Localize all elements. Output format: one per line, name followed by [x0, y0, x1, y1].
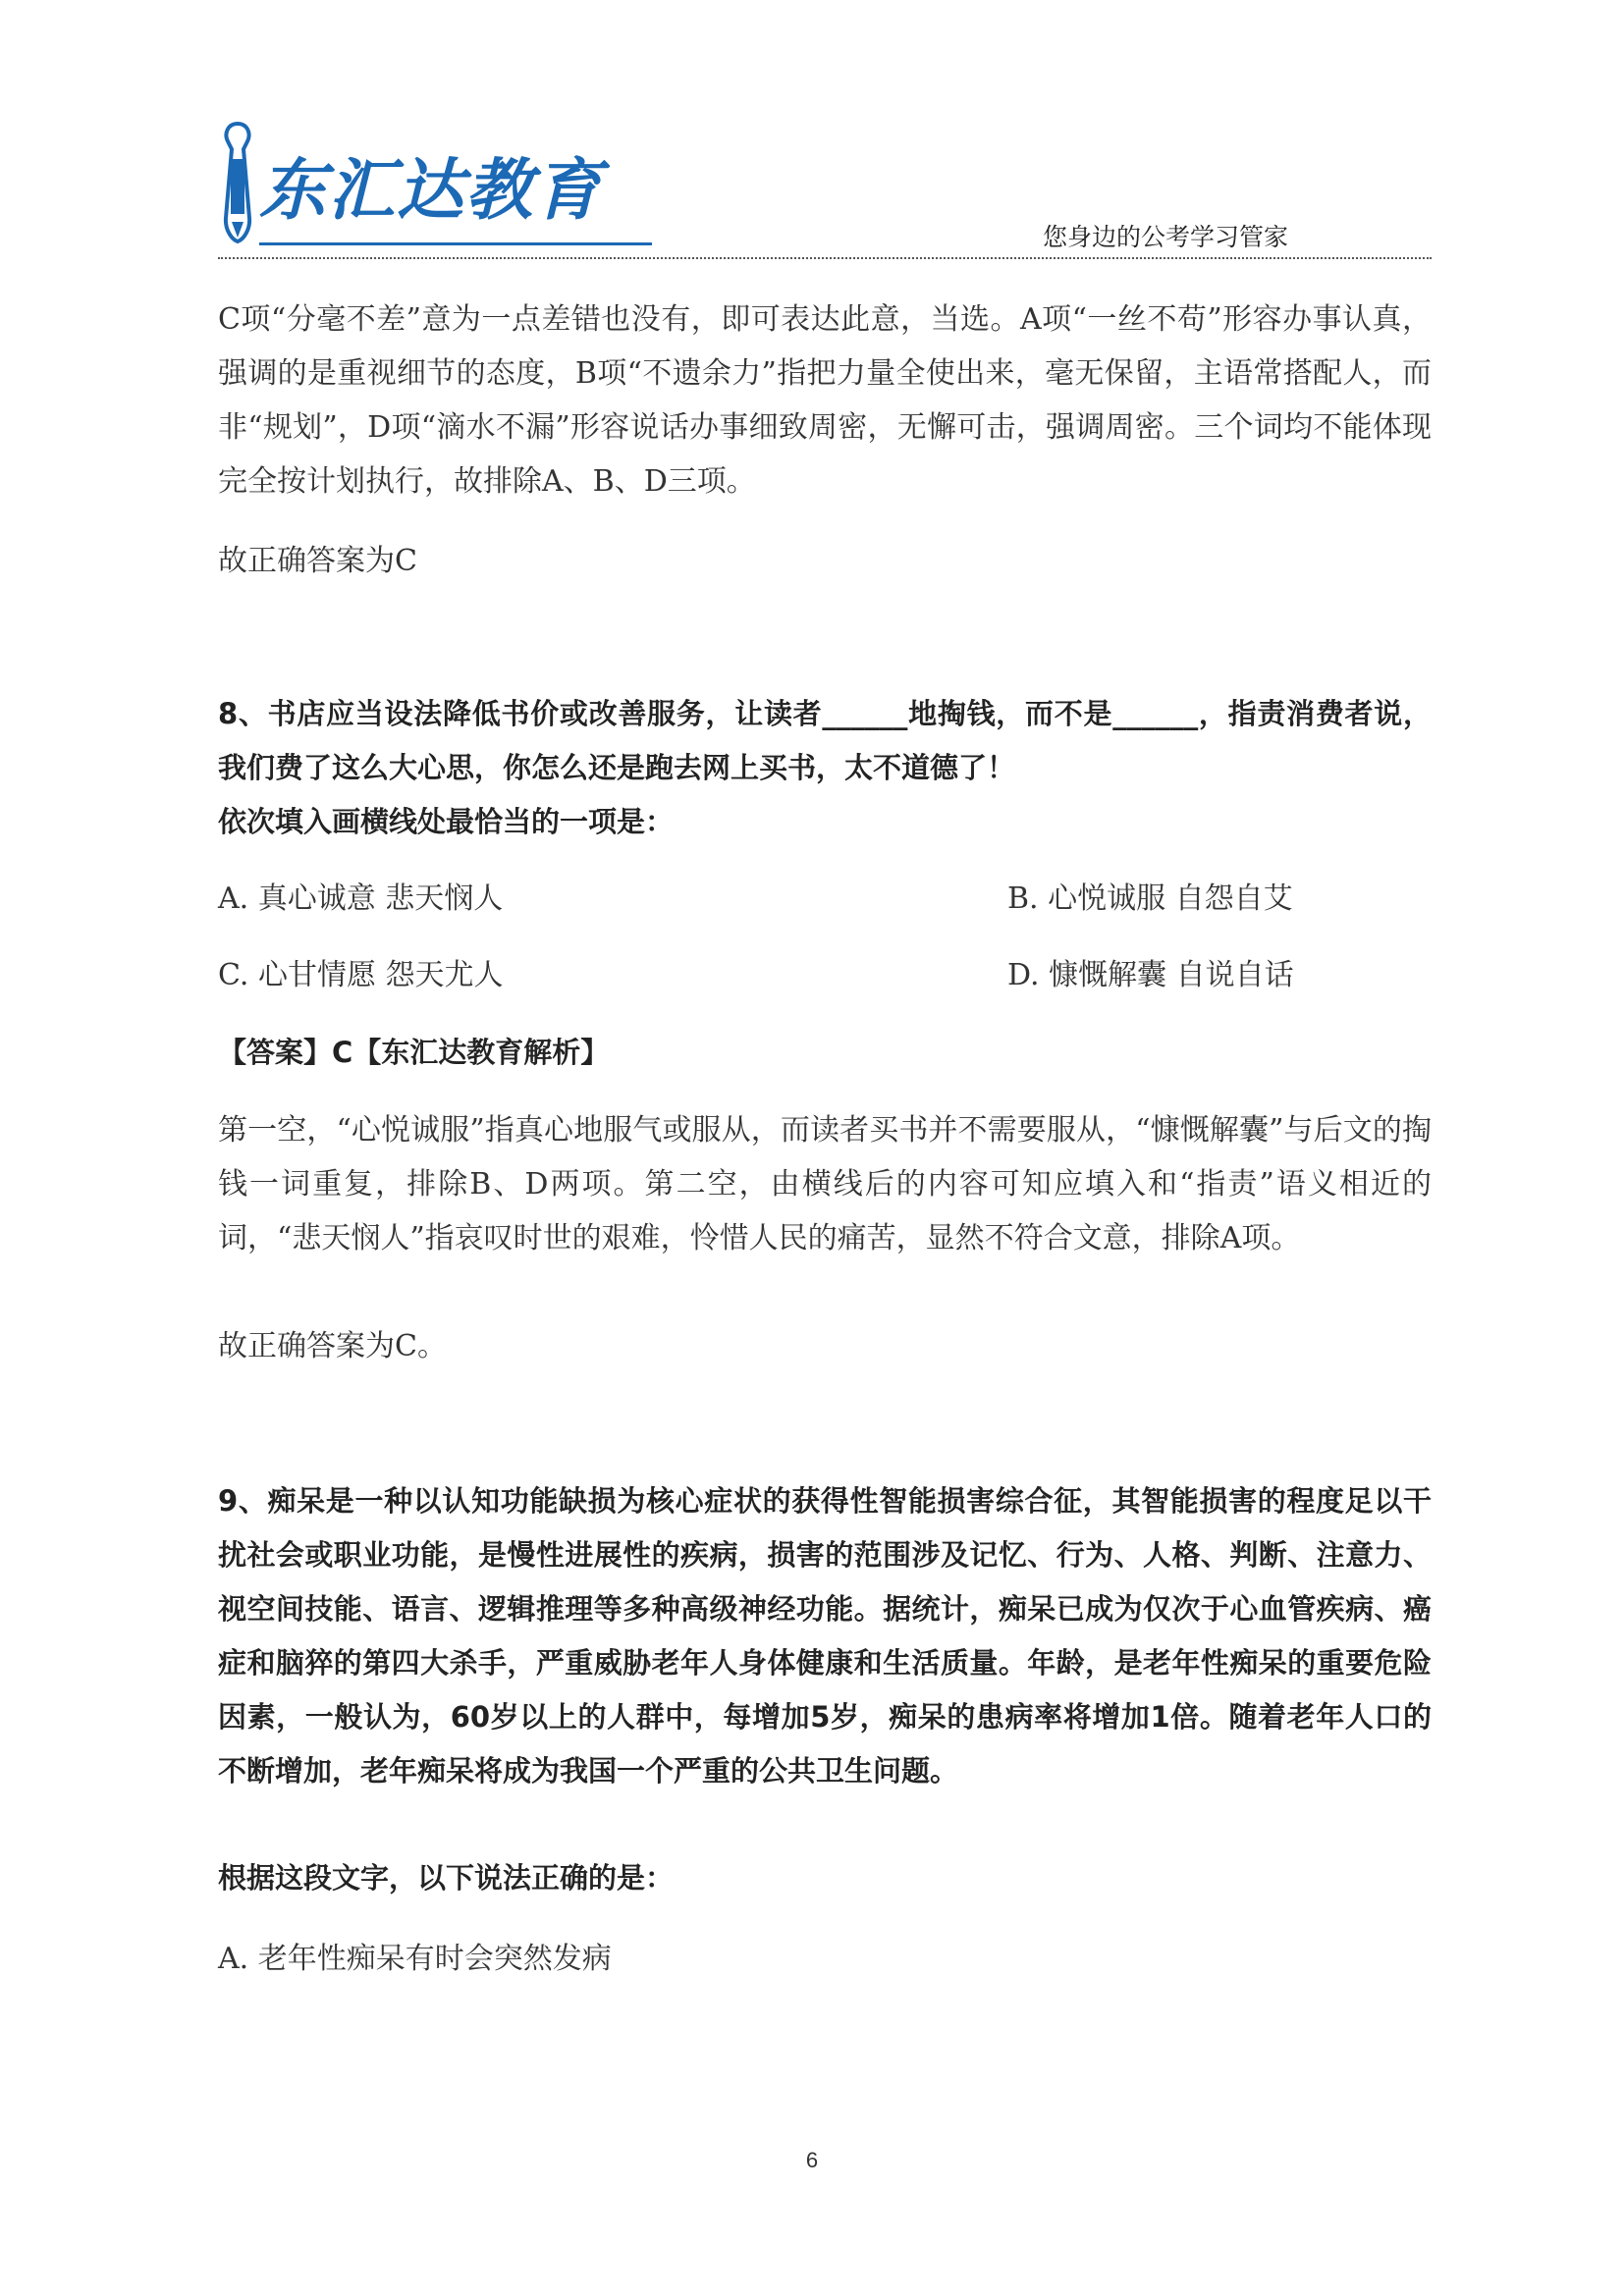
question-9-option-a: A. 老年性痴呆有时会突然发病 — [218, 1942, 612, 1976]
explanation-q7-conclusion: 故正确答案为C — [218, 544, 417, 578]
pen-icon — [218, 120, 257, 247]
question-8-answer-heading: 【答案】C【东汇达教育解析】 — [218, 1036, 610, 1069]
question-8-conclusion: 故正确答案为C。 — [218, 1329, 447, 1363]
question-8-analysis: 第一空，“心悦诚服”指真心地服气或服从，而读者买书并不需要服从，“慷慨解囊”与后文的掏钱一词重复，排除B、D两项。第二空，由横线后的内容可知应填入和“指责”语义相近的词，“悲天悯人”指哀叹时世的艰难，怜惜人民的痛苦，显然不符合文意，排除A项。 — [218, 1113, 1432, 1255]
question-8-option-a: A. 真心诚意 悲天悯人 — [218, 881, 504, 916]
question-8-option-b: B. 心悦诚服 自怨自艾 — [1007, 881, 1293, 916]
brand-logo — [218, 120, 640, 247]
page-number: 6 — [805, 2148, 819, 2172]
question-9-stem: 9、痴呆是一种以认知功能缺损为核心症状的获得性智能损害综合征，其智能损害的程度足以干扰社会或职业功能，是慢性进展性的疾病，损害的范围涉及记忆、行为、人格、判断、注意力、视空间技能、语言、逻辑推理等多种高级神经功能。据统计，痴呆已成为仅次于心血管疾病、癌症和脑猝的第四大杀手，严重威胁老年人身体健康和生活质量。年龄，是老年性痴呆的重要危险因素，一般认为，60岁以上的人群中，每增加5岁，痴呆的患病率将增加1倍。随着老年人口的不断增加，老年痴呆将成为我国一个严重的公共卫生问题。 — [218, 1484, 1432, 1788]
question-8-option-c: C. 心甘情愿 怨天尤人 — [218, 958, 504, 992]
question-9-prompt: 根据这段文字，以下说法正确的是： — [218, 1861, 675, 1895]
question-8-prompt: 依次填入画横线处最恰当的一项是： — [218, 805, 675, 838]
question-8-option-d: D. 慷慨解囊 自说自话 — [1007, 958, 1294, 992]
header-tagline: 您身边的公考学习管家 — [1043, 223, 1289, 251]
logo-wordmark: 东汇达教育 — [259, 152, 604, 230]
header-divider — [218, 257, 1432, 259]
explanation-q7-text: C项“分毫不差”意为一点差错也没有，即可表达此意，当选。A项“一丝不苟”形容办事认真，强调的是重视细节的态度，B项“不遗余力”指把力量全使出来，毫无保留，主语常搭配人，而非“规划”，D项“滴水不漏”形容说话办事细致周密，无懈可击，强调周密。三个词均不能体现完全按计划执行，故排除A、B、D三项。 — [218, 302, 1432, 499]
logo-underline — [259, 242, 652, 245]
question-8-stem: 8、书店应当设法降低书价或改善服务，让读者______地掏钱，而不是______，指责消费者说，我们费了这么大心思，你怎么还是跑去网上买书，太不道德了！ — [218, 697, 1432, 784]
